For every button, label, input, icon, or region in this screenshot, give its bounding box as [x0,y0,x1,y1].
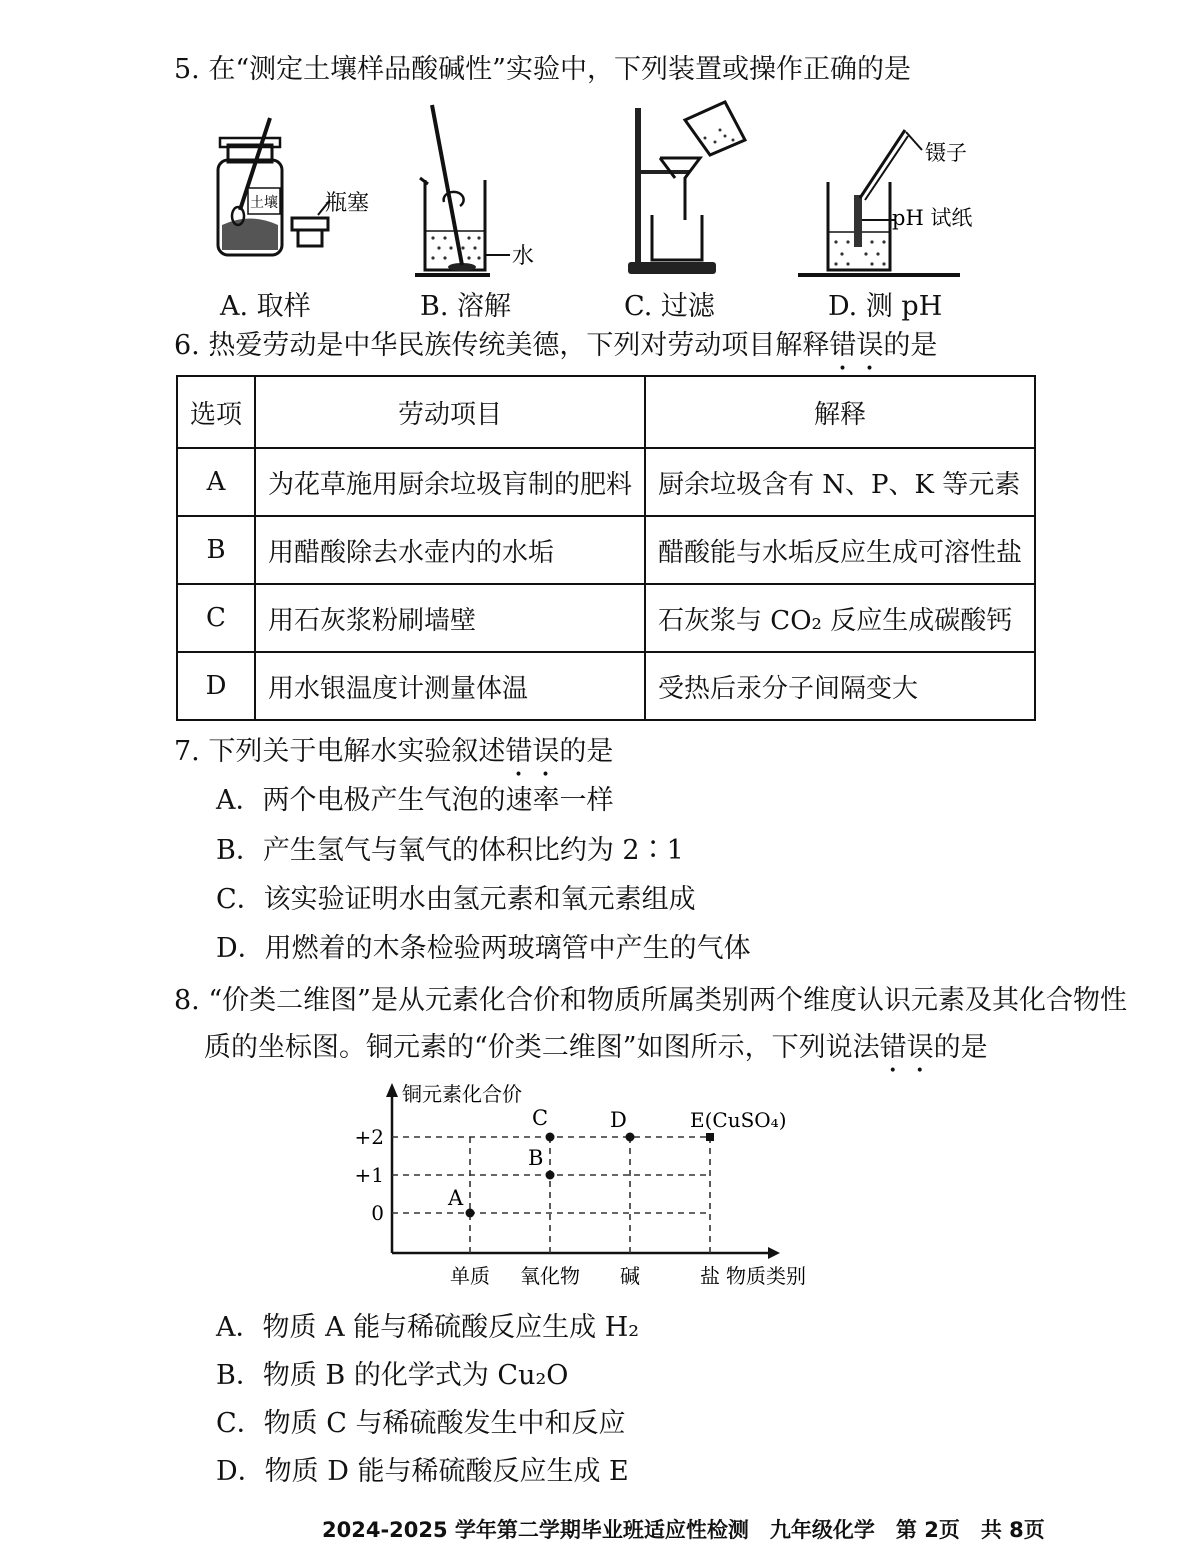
q8-option-a: A．物质 A 能与稀硫酸反应生成 H₂ [216,1312,640,1343]
q7-option-d: D．用燃着的木条检验两玻璃管中产生的气体 [216,933,751,964]
q8-emphasis: 错误 [879,1032,934,1063]
row-item: 用水银温度计测量体温 [255,652,645,720]
x-axis-arrow-icon [768,1247,780,1259]
q7-option-b: B．产生氢气与氧气的体积比约为 2∶1 [216,835,684,866]
filtration-setup-icon [628,102,745,274]
row-explain: 醋酸能与水垢反应生成可溶性盐 [645,516,1035,584]
option-d-measure-ph: D. 测 pH [828,291,943,322]
y-tick-label: 0 [371,1201,384,1225]
data-point [546,1171,555,1180]
water-label: 水 [512,244,535,269]
q5-stem: 5. 在“测定土壤样品酸碱性”实验中，下列装置或操作正确的是 [174,54,911,85]
row-option: D [177,652,255,720]
point-label: C [532,1106,549,1130]
x-tick-label: 碱 [620,1264,640,1288]
tweezers-label: 镊子 [925,141,967,165]
y-axis-label: 铜元素化合价 [402,1082,522,1106]
ph-paper-label: pH 试纸 [892,206,973,230]
q7-stem: 7. 下列关于电解水实验叙述错误的是 [174,736,614,767]
option-b-dissolving: B. 溶解 [420,291,512,322]
q8-option-c: C．物质 C 与稀硫酸发生中和反应 [216,1408,626,1439]
point-label: D [610,1108,627,1132]
x-tick-label: 盐 [700,1264,720,1288]
q8-stem-line1: 8. “价类二维图”是从元素化合价和物质所属类别两个维度认识元素及其化合物性 [174,985,1127,1016]
pouring-beaker-icon [685,102,745,155]
y-axis-arrow-icon [386,1083,398,1097]
data-point [466,1209,475,1218]
row-option: B [177,516,255,584]
row-explain: 石灰浆与 CO₂ 反应生成碳酸钙 [645,584,1035,652]
soil-jar-icon [218,118,282,255]
header-explain: 解释 [645,376,1035,448]
row-item: 用醋酸除去水壶内的水垢 [255,516,645,584]
q6-emphasis: 错误 [829,330,884,361]
q5-apparatus-figure [200,100,1000,290]
table-header-row [177,376,1035,448]
data-point [546,1133,555,1142]
data-point [706,1133,714,1141]
x-tick-label: 氧化物 [520,1264,580,1288]
header-option: 选项 [177,376,255,448]
row-explain: 厨余垃圾含有 N、P、K 等元素 [645,448,1035,516]
q8-stem-line2: 质的坐标图。铜元素的“价类二维图”如图所示，下列说法错误的是 [204,1032,988,1063]
point-label: B [528,1146,544,1170]
header-item: 劳动项目 [255,376,645,448]
q7-emphasis: 错误 [505,736,560,767]
option-c-filtering: C. 过滤 [624,291,715,322]
q6-table [176,375,1036,721]
ph-test-icon [798,130,972,275]
q8-option-b: B．物质 B 的化学式为 Cu₂O [216,1360,569,1391]
x-tick-label: 单质 [450,1264,490,1288]
valence-class-chart [340,1075,820,1295]
row-option: A [177,448,255,516]
beaker-stir-icon [415,105,534,275]
row-item: 用石灰浆粉刷墙壁 [255,584,645,652]
stopper-icon [292,191,369,246]
stopper-label: 瓶塞 [325,191,370,216]
table-row [177,448,1035,516]
x-axis-label: 物质类别 [726,1264,806,1288]
point-label: A [448,1186,464,1210]
soil-label: 土壤 [250,195,278,211]
point-label: E(CuSO₄) [690,1108,787,1132]
q7-option-a: A．两个电极产生气泡的速率一样 [216,785,614,816]
table-row [177,652,1035,720]
data-point [626,1133,635,1142]
table-row [177,516,1035,584]
q6-stem: 6. 热爱劳动是中华民族传统美德，下列对劳动项目解释错误的是 [174,330,938,361]
q8-option-d: D．物质 D 能与稀硫酸反应生成 E [216,1456,629,1487]
y-tick-label: +1 [354,1163,384,1187]
table-row [177,584,1035,652]
q7-option-c: C．该实验证明水由氢元素和氧元素组成 [216,884,696,915]
y-tick-label: +2 [354,1125,384,1149]
row-option: C [177,584,255,652]
page-footer: 2024-2025 学年第二学期毕业班适应性检测 九年级化学 第 2页 共 8页 [322,1518,1045,1542]
row-item: 为花草施用厨余垃圾肓制的肥料 [255,448,645,516]
option-a-sampling: A. 取样 [220,291,311,322]
row-explain: 受热后汞分子间隔变大 [645,652,1035,720]
